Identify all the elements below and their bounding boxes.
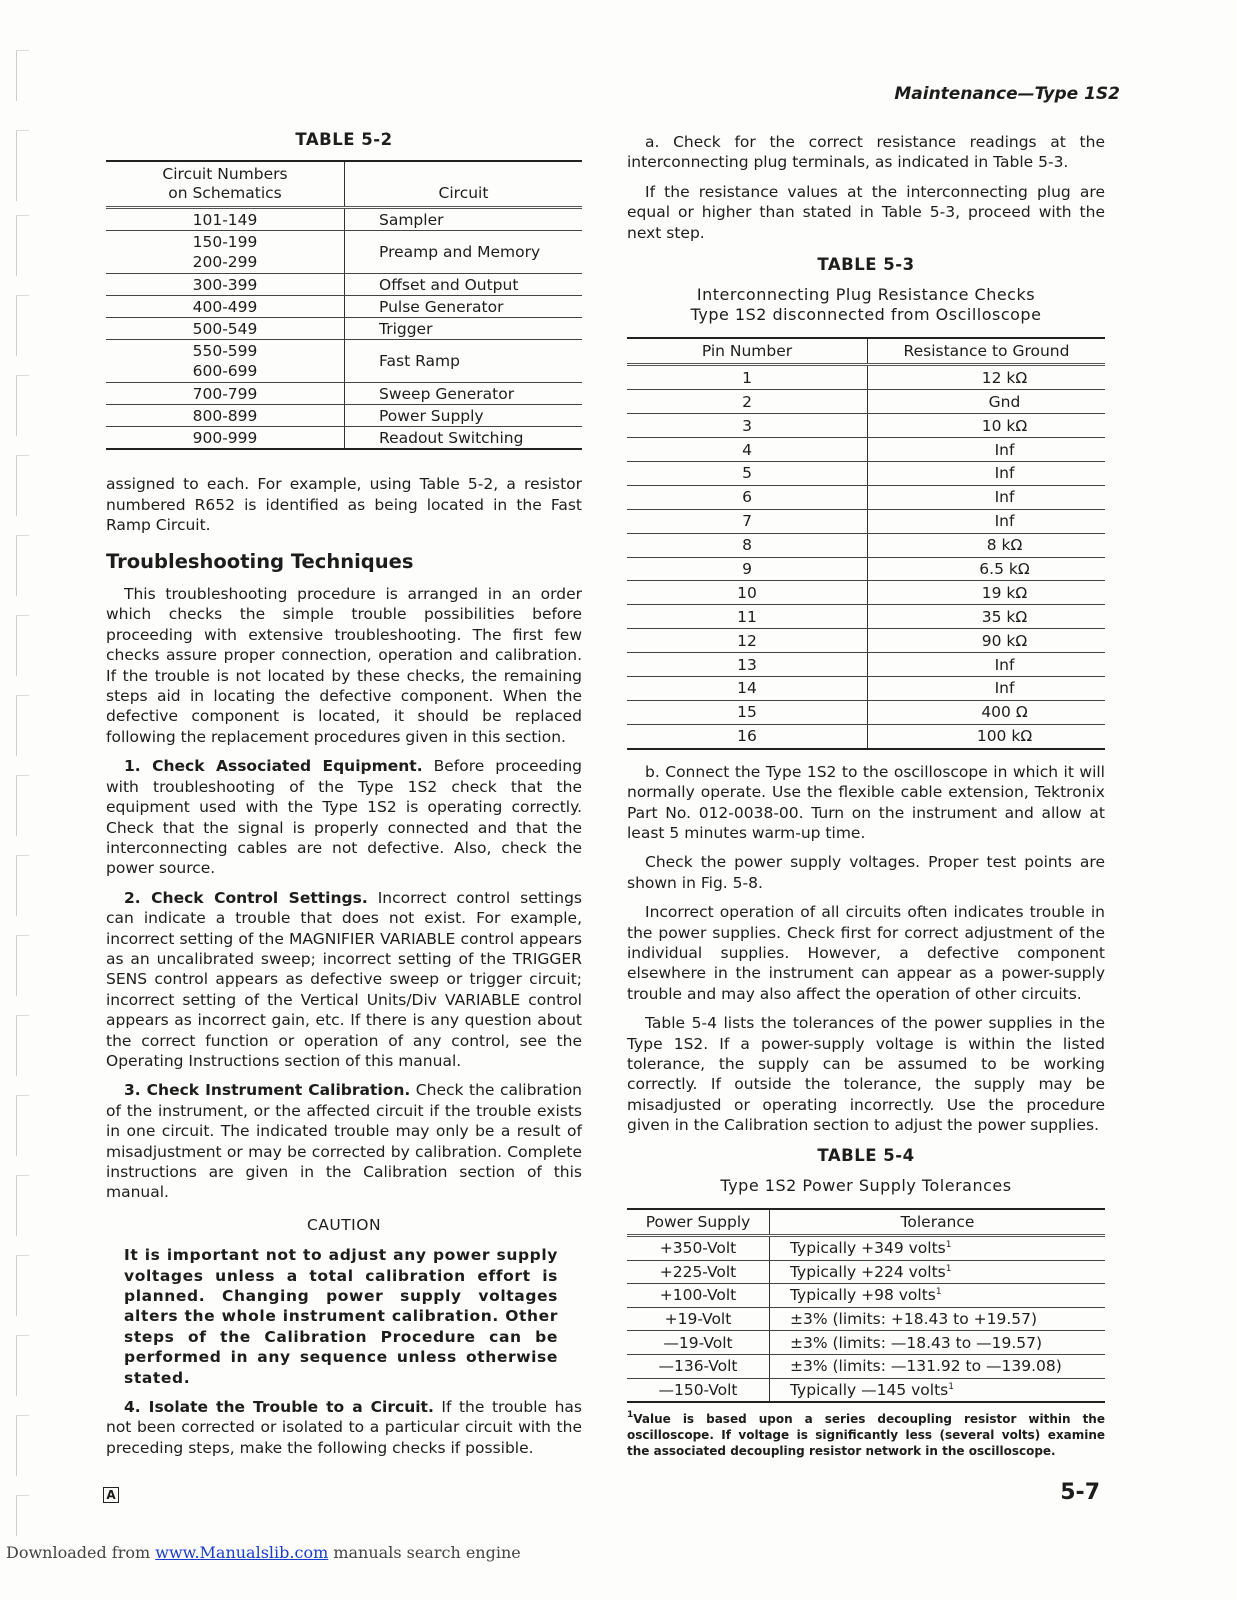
edge-mark [16, 295, 29, 356]
page-number: 5-7 [1060, 1480, 1100, 1505]
paragraph-table54: Table 5-4 lists the tolerances of the power supplies in the Type 1S2. If a power-supply voltage is within the listed tolerance, the supply can be assumed to be working correctly. If outside the tolerance, the supply may be misadjusted or operating incorrectly. Use the procedure given in the Calibration section to adjust the power supplies. [627, 1014, 1105, 1135]
step-title: 2. Check Control Settings. [124, 888, 368, 907]
cell-circuit-name: Trigger [345, 318, 583, 340]
table-row [627, 581, 1105, 605]
paragraph-b: b. Connect the Type 1S2 to the oscilloscope in which it will normally operate. Use the flexible cable extension, Tektronix Part No. 012-0038-00. Turn on the instrument and allow at least 5 minutes warm-up time. [627, 762, 1105, 842]
header-line: Circuit Numbers [162, 165, 288, 184]
edge-mark [16, 1175, 29, 1236]
table-row [627, 557, 1105, 581]
cell-pin-number: 6 [627, 485, 868, 509]
edge-mark [16, 455, 29, 516]
cell-tolerance [770, 1354, 1106, 1378]
cell-power-supply: —150-Volt [627, 1378, 770, 1402]
footnote-ref: 1 [948, 1381, 954, 1392]
footnote-ref: 1 [935, 1287, 942, 1298]
cell-circuit-number [106, 231, 345, 274]
table-row [106, 296, 582, 318]
subtitle-line: Type 1S2 disconnected from Oscilloscope [690, 305, 1042, 325]
paragraph-a: a. Check for the correct resistance readings at the interconnecting plug terminals, as indicated in Table 5-3. [627, 133, 1105, 172]
cell-circuit-name: Readout Switching [345, 427, 583, 450]
cell-tolerance [770, 1284, 1106, 1308]
cell-pin-number: 9 [627, 557, 868, 581]
cell-pin-number: 8 [627, 533, 868, 557]
table-row [627, 1354, 1105, 1378]
table-5-4 [627, 1208, 1105, 1403]
cell-pin-number: 5 [627, 462, 868, 486]
step-text: Incorrect control settings can indicate a trouble that does not exist. For example, incorrect setting of the MAGNIFIER VARIABLE control appears as an uncalibrated sweep; incorrect setting of the TRIGGER SENS control appears as defective sweep or trigger circuit; incorrect setting of the Vertical Units/Div VARIABLE control appears as incorrect gain, etc. If there is any question about the correct function or operation of any control, see the Operating Instructions section of this manual. [106, 888, 582, 1070]
cell-circuit-name: Offset and Output [345, 274, 583, 296]
table-row [106, 231, 582, 274]
right-column [627, 132, 1105, 1459]
download-suffix: manuals search engine [328, 1543, 521, 1562]
edge-mark [16, 1495, 29, 1536]
cell-pin-number: 7 [627, 509, 868, 533]
revision-mark: A [103, 1487, 119, 1503]
table-row [627, 1331, 1105, 1355]
cell-tolerance [770, 1378, 1106, 1402]
table-5-2-header-circuit: Circuit [345, 161, 583, 208]
tolerance-text: Typically +349 volts [790, 1239, 946, 1258]
table-5-3-header-pin: Pin Number [627, 338, 868, 365]
table-row [627, 462, 1105, 486]
cell-circuit-number: 900-999 [106, 427, 345, 450]
table-row [627, 677, 1105, 701]
paragraph-incorrect: Incorrect operation of all circuits often indicates trouble in the power supplies. Check first for correct adjustment of the individual supplies. However, a defective component elsewhere in the instrument can appear as a power-supply trouble and may also affect the operation of other circuits. [627, 903, 1105, 1003]
table-5-3-caption: TABLE 5-3 [817, 255, 915, 275]
edge-mark [16, 215, 29, 276]
step-4 [106, 1397, 582, 1458]
table-row [106, 274, 582, 296]
cell-circuit-number [106, 340, 345, 383]
section-heading: Troubleshooting Techniques [106, 549, 414, 573]
cell-circuit-name: Preamp and Memory [345, 231, 583, 274]
table-5-2-header-numbers [106, 161, 345, 208]
step-title: 1. Check Associated Equipment. [124, 757, 423, 776]
table-row [106, 383, 582, 405]
edge-mark [16, 855, 29, 916]
cell-pin-number: 13 [627, 653, 868, 677]
table-row [627, 1378, 1105, 1402]
table-row [106, 208, 582, 231]
left-column [106, 130, 582, 1467]
cell-resistance: Gnd [868, 390, 1106, 414]
table-row [627, 1284, 1105, 1308]
cell-tolerance [770, 1236, 1106, 1261]
cell-power-supply: +100-Volt [627, 1284, 770, 1308]
edge-mark [16, 1255, 29, 1316]
table-row [627, 724, 1105, 748]
cell-pin-number: 3 [627, 414, 868, 438]
subtitle-line: Interconnecting Plug Resistance Checks [696, 285, 1036, 305]
running-header: Maintenance—Type 1S2 [894, 84, 1120, 104]
cell-pin-number: 14 [627, 677, 868, 701]
table-row [627, 700, 1105, 724]
table-row [627, 1236, 1105, 1261]
edge-mark [16, 1015, 29, 1076]
edge-mark [16, 775, 29, 836]
table-5-4-subtitle: Type 1S2 Power Supply Tolerances [720, 1176, 1012, 1195]
cell-circuit-name: Pulse Generator [345, 296, 583, 318]
table-row [627, 653, 1105, 677]
table-row [627, 1260, 1105, 1284]
header-line: on Schematics [168, 184, 282, 203]
table-row [106, 405, 582, 427]
edge-mark [16, 1335, 29, 1396]
cell-circuit-number: 700-799 [106, 383, 345, 405]
caution-text: It is important not to adjust any power supply voltages unless a total calibration effort is planned. Changing power supply voltages alters the whole instrument calibration. Other steps of the Calibration Procedure can be performed in any sequence unless otherwise stated. [124, 1246, 558, 1387]
table-5-4-header-supply: Power Supply [627, 1209, 770, 1236]
download-banner [6, 1543, 521, 1562]
cell-circuit-number: 500-549 [106, 318, 345, 340]
cell-pin-number: 12 [627, 629, 868, 653]
range-line: 150-199 [192, 233, 258, 252]
cell-circuit-number: 800-899 [106, 405, 345, 427]
cell-resistance: Inf [868, 653, 1106, 677]
cell-pin-number: 16 [627, 724, 868, 748]
edge-mark [16, 935, 29, 996]
step-title: 3. Check Instrument Calibration. [124, 1081, 411, 1100]
cell-resistance: 90 kΩ [868, 629, 1106, 653]
cell-circuit-number: 400-499 [106, 296, 345, 318]
cell-resistance: 400 Ω [868, 700, 1106, 724]
table-5-4-header-tolerance: Tolerance [770, 1209, 1106, 1236]
range-line: 600-699 [192, 362, 258, 381]
cell-resistance: Inf [868, 438, 1106, 462]
cell-pin-number: 10 [627, 581, 868, 605]
table-row [106, 318, 582, 340]
table-5-2-caption: TABLE 5-2 [295, 130, 393, 149]
cell-resistance: Inf [868, 509, 1106, 533]
tolerance-text: ±3% (limits: —131.92 to —139.08) [790, 1357, 1062, 1376]
edge-mark [16, 535, 29, 596]
table-5-2 [106, 160, 582, 450]
paragraph-check: Check the power supply voltages. Proper test points are shown in Fig. 5-8. [627, 853, 1105, 892]
manualslib-link[interactable]: www.Manualslib.com [155, 1543, 329, 1562]
table-5-3-body [627, 365, 1105, 749]
edge-mark [16, 130, 29, 201]
cell-pin-number: 4 [627, 438, 868, 462]
table-5-4-body [627, 1236, 1105, 1403]
cell-power-supply: —136-Volt [627, 1354, 770, 1378]
table-row [627, 414, 1105, 438]
cell-circuit-number: 101-149 [106, 208, 345, 231]
table-row [106, 340, 582, 383]
step-1 [106, 756, 582, 878]
cell-circuit-name: Power Supply [345, 405, 583, 427]
tolerance-text: ±3% (limits: —18.43 to —19.57) [790, 1333, 1043, 1352]
tolerance-text: ±3% (limits: +18.43 to +19.57) [790, 1310, 1038, 1329]
cell-power-supply: +350-Volt [627, 1236, 770, 1261]
table-row [106, 427, 582, 450]
cell-resistance: 10 kΩ [868, 414, 1106, 438]
step-2 [106, 888, 582, 1072]
paragraph-assigned: assigned to each. For example, using Table 5-2, a resistor numbered R652 is identified as being located in the Fast Ramp Circuit. [106, 475, 582, 535]
cell-pin-number: 1 [627, 365, 868, 390]
paragraph-intro: This troubleshooting procedure is arranged in an order which checks the simple trouble possibilities before proceeding with extensive troubleshooting. The first few checks assure proper connection, operation and calibration. If the trouble is not located by these checks, the remaining steps aid in locating the defective component. When the defective component is located, it should be replaced following the replacement procedures given in this section. [106, 585, 582, 746]
table-row [627, 605, 1105, 629]
edge-mark [16, 615, 29, 676]
table-row [627, 365, 1105, 390]
step-text: Before proceeding with troubleshooting of the Type 1S2 check that the equipment used with the Type 1S2 is operating correctly. Check that the signal is properly connected and that the interconnecting cables are not defective. Also, check the power source. [106, 757, 582, 878]
cell-resistance: 19 kΩ [868, 581, 1106, 605]
table-5-3-header-resistance: Resistance to Ground [868, 338, 1106, 365]
tolerance-text: Typically +98 volts [790, 1286, 936, 1305]
cell-resistance: 35 kΩ [868, 605, 1106, 629]
step-3 [106, 1080, 582, 1202]
cell-circuit-name: Sweep Generator [345, 383, 583, 405]
cell-resistance: 12 kΩ [868, 365, 1106, 390]
cell-circuit-number: 300-399 [106, 274, 345, 296]
range-line: 550-599 [192, 342, 258, 361]
cell-resistance: Inf [868, 462, 1106, 486]
cell-power-supply: —19-Volt [627, 1331, 770, 1355]
step-text: If the trouble has not been corrected or isolated to a particular circuit with the preceding steps, make the following checks if possible. [106, 1398, 582, 1457]
edge-mark [16, 50, 29, 101]
table-row [627, 509, 1105, 533]
cell-resistance: Inf [868, 485, 1106, 509]
cell-resistance: 8 kΩ [868, 533, 1106, 557]
cell-resistance: Inf [868, 677, 1106, 701]
step-text: Check the calibration of the instrument, or the affected circuit if the trouble exists in one circuit. The indicated trouble may only be a result of misadjustment or may be corrected by calibration. Complete instructions are given in the Calibration section of this manual. [106, 1081, 582, 1202]
table-row [627, 1307, 1105, 1331]
cell-circuit-name: Fast Ramp [345, 340, 583, 383]
caution-title: CAUTION [306, 1215, 382, 1234]
table-row [627, 485, 1105, 509]
table-row [627, 438, 1105, 462]
paragraph-if: If the resistance values at the interconnecting plug are equal or higher than stated in Table 5-3, proceed with the next step. [627, 182, 1105, 242]
edge-mark [16, 1095, 29, 1156]
footnote-mark: 1 [627, 1410, 634, 1421]
tolerance-text: Typically —145 volts [790, 1380, 949, 1399]
table-5-3-subtitle [627, 285, 1105, 325]
edge-mark [16, 695, 29, 756]
cell-tolerance [770, 1307, 1106, 1331]
edge-mark [16, 375, 29, 436]
cell-tolerance [770, 1260, 1106, 1284]
range-line: 200-299 [192, 253, 258, 272]
footnote-ref: 1 [945, 1240, 952, 1251]
cell-power-supply: +19-Volt [627, 1307, 770, 1331]
table-5-3 [627, 337, 1105, 749]
cell-pin-number: 11 [627, 605, 868, 629]
footnote-ref: 1 [945, 1263, 952, 1274]
table-row [627, 533, 1105, 557]
cell-resistance: 100 kΩ [868, 724, 1106, 748]
cell-pin-number: 2 [627, 390, 868, 414]
footnote-text: Value is based upon a series decoupling resistor within the oscilloscope. If voltage is significantly less (several volts) examine the associated decoupling resistor network in the oscilloscope. [627, 1412, 1105, 1459]
cell-pin-number: 15 [627, 700, 868, 724]
table-row [627, 390, 1105, 414]
step-title: 4. Isolate the Trouble to a Circuit. [124, 1398, 434, 1417]
table-5-4-caption: TABLE 5-4 [817, 1145, 915, 1165]
cell-resistance: 6.5 kΩ [868, 557, 1106, 581]
table-row [627, 629, 1105, 653]
tolerance-text: Typically +224 volts [790, 1262, 946, 1281]
cell-tolerance [770, 1331, 1106, 1355]
cell-power-supply: +225-Volt [627, 1260, 770, 1284]
cell-circuit-name: Sampler [345, 208, 583, 231]
download-prefix: Downloaded from [6, 1543, 156, 1562]
table-5-4-footnote [627, 1411, 1105, 1459]
edge-mark [16, 1415, 29, 1476]
